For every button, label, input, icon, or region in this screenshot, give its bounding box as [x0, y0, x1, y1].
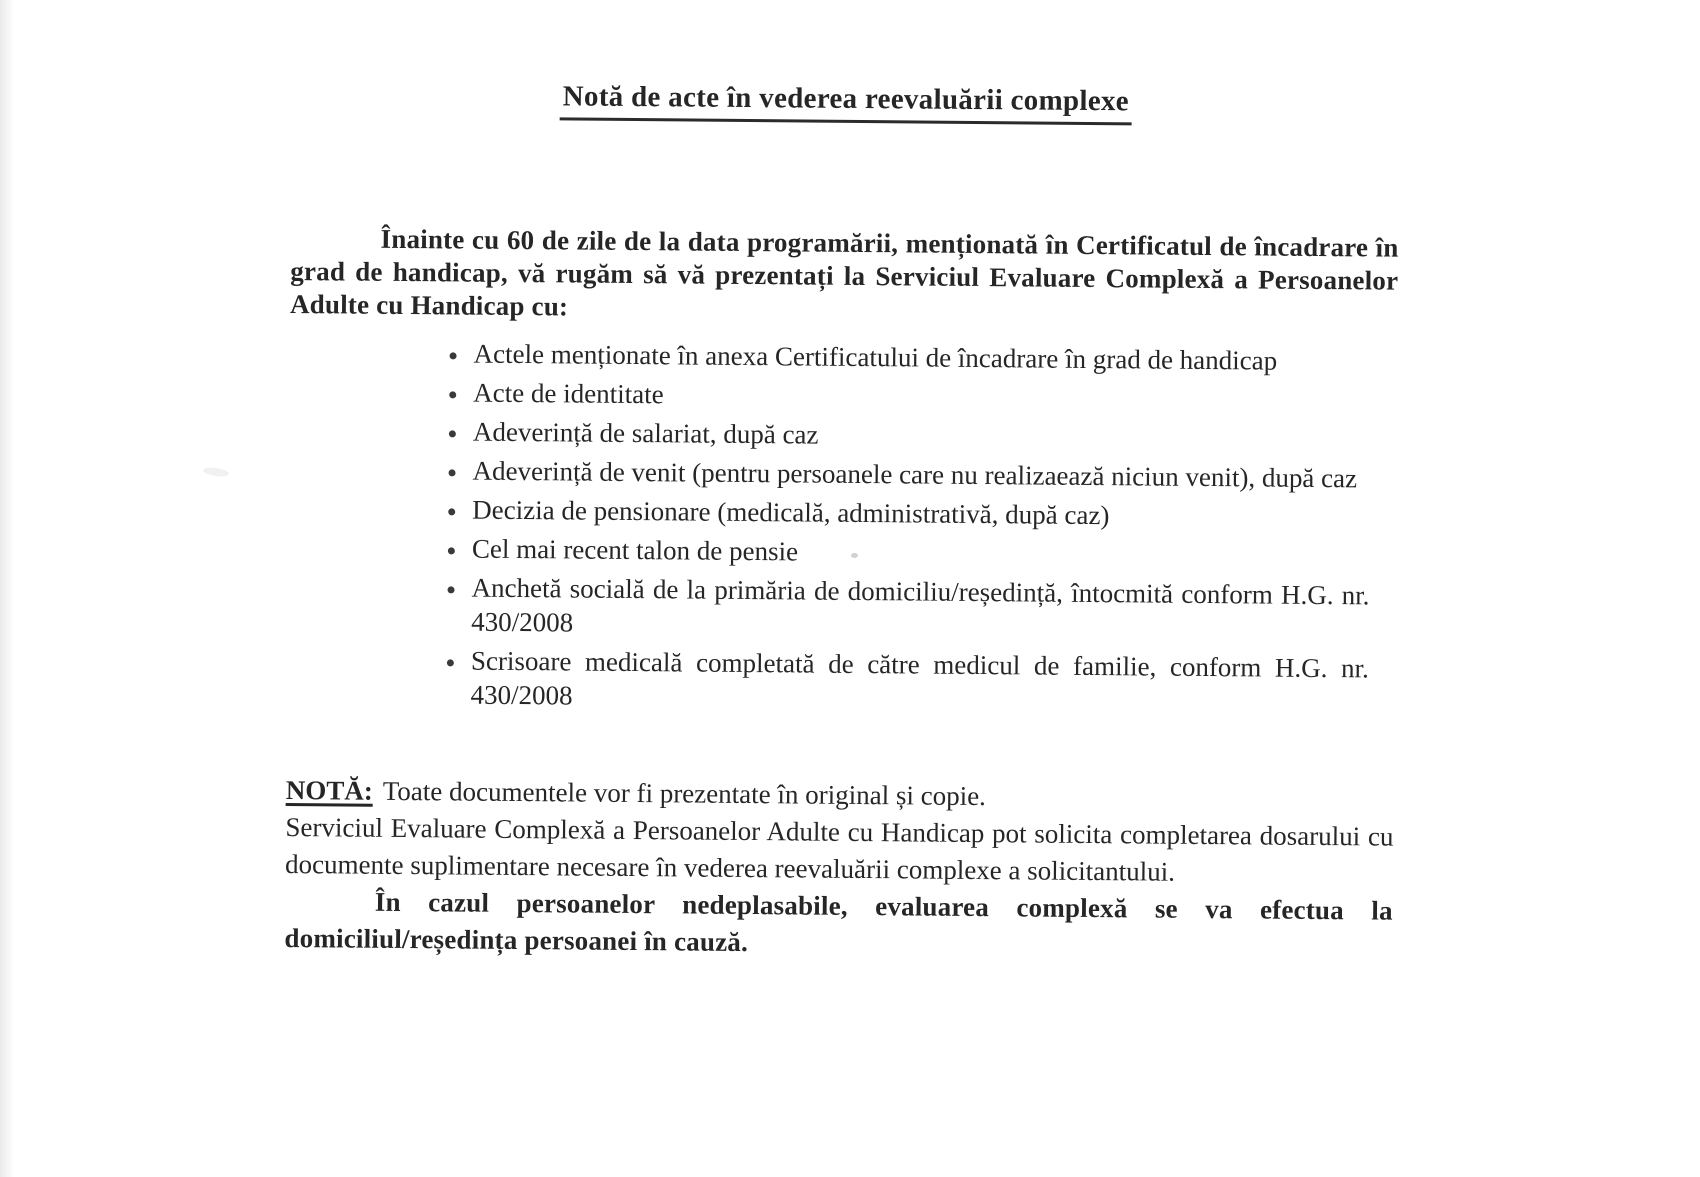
list-item: • Adeverință de salariat, după caz [469, 415, 1371, 457]
list-item: • Actele menționate în anexa Certificatului de încadrare în grad de handicap [469, 337, 1371, 379]
list-item: • Adeverință de venit (pentru persoanele care nu realizaează niciun venit), după caz [468, 454, 1370, 496]
note-text: Toate documentele vor fi prezentate în original și copie. [382, 775, 987, 812]
intro-paragraph: Înainte cu 60 de zile de la data programării, menționată în Certificatul de încadrare în grad de handicap, vă rugăm să vă prezentați la Serviciul Evaluare Complexă a Persoanelor Adulte cu Handicap cu: [289, 223, 1399, 322]
list-item: • Anchetă socială de la primăria de domiciliu/reședință, întocmită conform H.G. nr. 430/2008 [467, 571, 1370, 647]
note-section [284, 772, 1394, 967]
document-title [292, 78, 1400, 128]
document-title-text: Notă de acte în vederea reevaluării complexe [560, 80, 1133, 125]
list-item: • Scrisoare medicală completată de către medicul de familie, conform H.G. nr. 430/2008 [466, 644, 1369, 720]
scan-edge-artifact [0, 0, 14, 1177]
list-item: • Cel mai recent talon de pensie [468, 532, 1370, 574]
list-item: • Decizia de pensionare (medicală, administrativă, după caz) [468, 493, 1370, 535]
required-documents-list [428, 336, 1371, 719]
note-label: NOTĂ: [285, 774, 373, 806]
scan-speck [203, 466, 230, 478]
list-item: • Acte de identitate [469, 376, 1371, 418]
closing-paragraph: În cazul persoanelor nedeplasabile, evaluarea complexă se va efectua la domiciliul/reședința persoanei în cauză. [284, 886, 1393, 958]
document-content [284, 78, 1400, 967]
supplement-paragraph: Serviciul Evaluare Complexă a Persoanelor Adulte cu Handicap pot solicita completarea dosarului cu documente suplimentare necesare în vederea reevaluării complexe a solicitantului. [285, 811, 1394, 887]
